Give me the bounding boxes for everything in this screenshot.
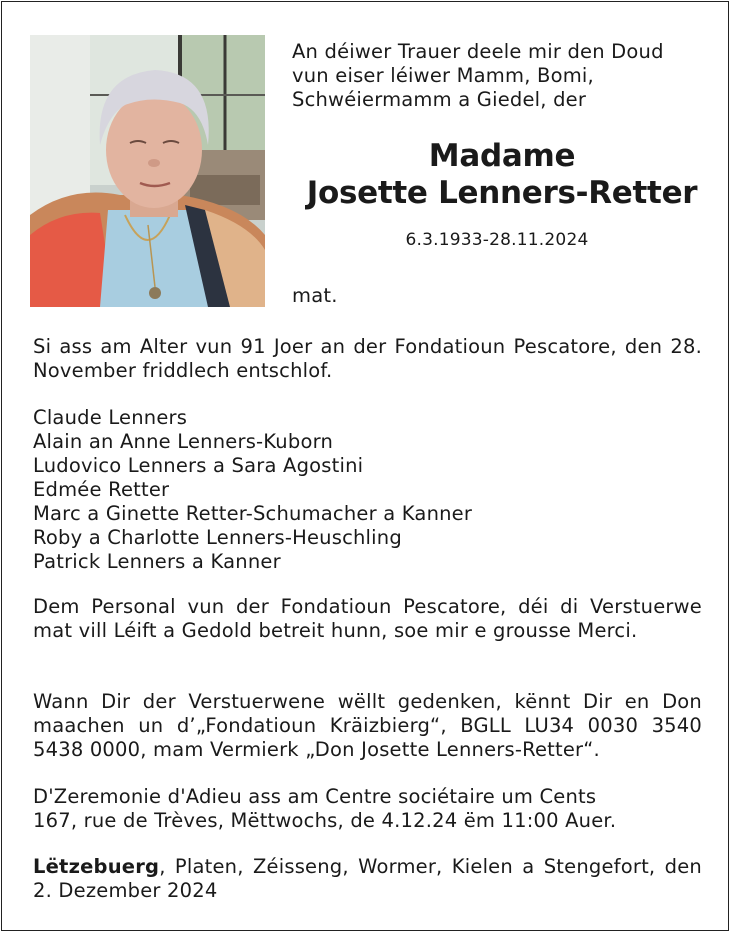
portrait-photo [30,35,265,307]
place-name: Lëtzebuerg [33,855,160,878]
deceased-name [292,138,712,212]
place-date-rest: , Platen, Zéisseng, Wormer, Kielen a Stengefort, den 2. Dezember 2024 [33,855,702,902]
family-member: Edmée Retter [33,478,170,501]
family-list [33,406,702,574]
intro-line: Schwéiermamm a Giedel, der [292,88,587,111]
family-member: Roby a Charlotte Lenners-Heuschling [33,526,402,549]
name-title: Madame [428,138,576,174]
paragraph-ceremony: D'Zeremonie d'Adieu ass am Centre sociétaire um Cents 167, rue de Trèves, Mëttwochs, de 4.12.24 ëm 11:00 Auer. [33,785,617,832]
paragraph-age: Si ass am Alter vun 91 Joer an der Fondatioun Pescatore, den 28. November friddlech entschlof. [33,335,702,382]
family-member: Patrick Lenners a Kanner [33,550,281,573]
intro-line: vun eiser léiwer Mamm, Bomi, [292,64,594,87]
intro-closing: mat. [292,284,338,307]
intro-line: An déiwer Trauer deele mir den Doud [292,40,664,63]
obituary-notice [1,1,729,931]
paragraph-donation: Wann Dir der Verstuerwene wëllt gedenken, kënnt Dir en Don maachen un d’„Fondatioun Kräizbierg“, BGLL LU34 0030 3540 5438 0000, mam Vermierk „Don Josette Lenners-Retter“. [33,690,702,761]
family-member: Marc a Ginette Retter-Schumacher a Kanner [33,502,473,525]
name-full: Josette Lenners-Retter [306,175,698,211]
place-date [33,855,702,903]
intro-text [292,40,712,112]
family-member: Alain an Anne Lenners-Kuborn [33,430,334,453]
portrait-illustration [30,35,265,307]
family-member: Claude Lenners [33,406,188,429]
family-member: Ludovico Lenners a Sara Agostini [33,454,364,477]
paragraph-thanks: Dem Personal vun der Fondatioun Pescatore, déi di Verstuerwe mat vill Léift a Gedold betreit hunn, soe mir e grousse Merci. [33,595,702,642]
life-dates: 6.3.1933-28.11.2024 [405,230,589,250]
